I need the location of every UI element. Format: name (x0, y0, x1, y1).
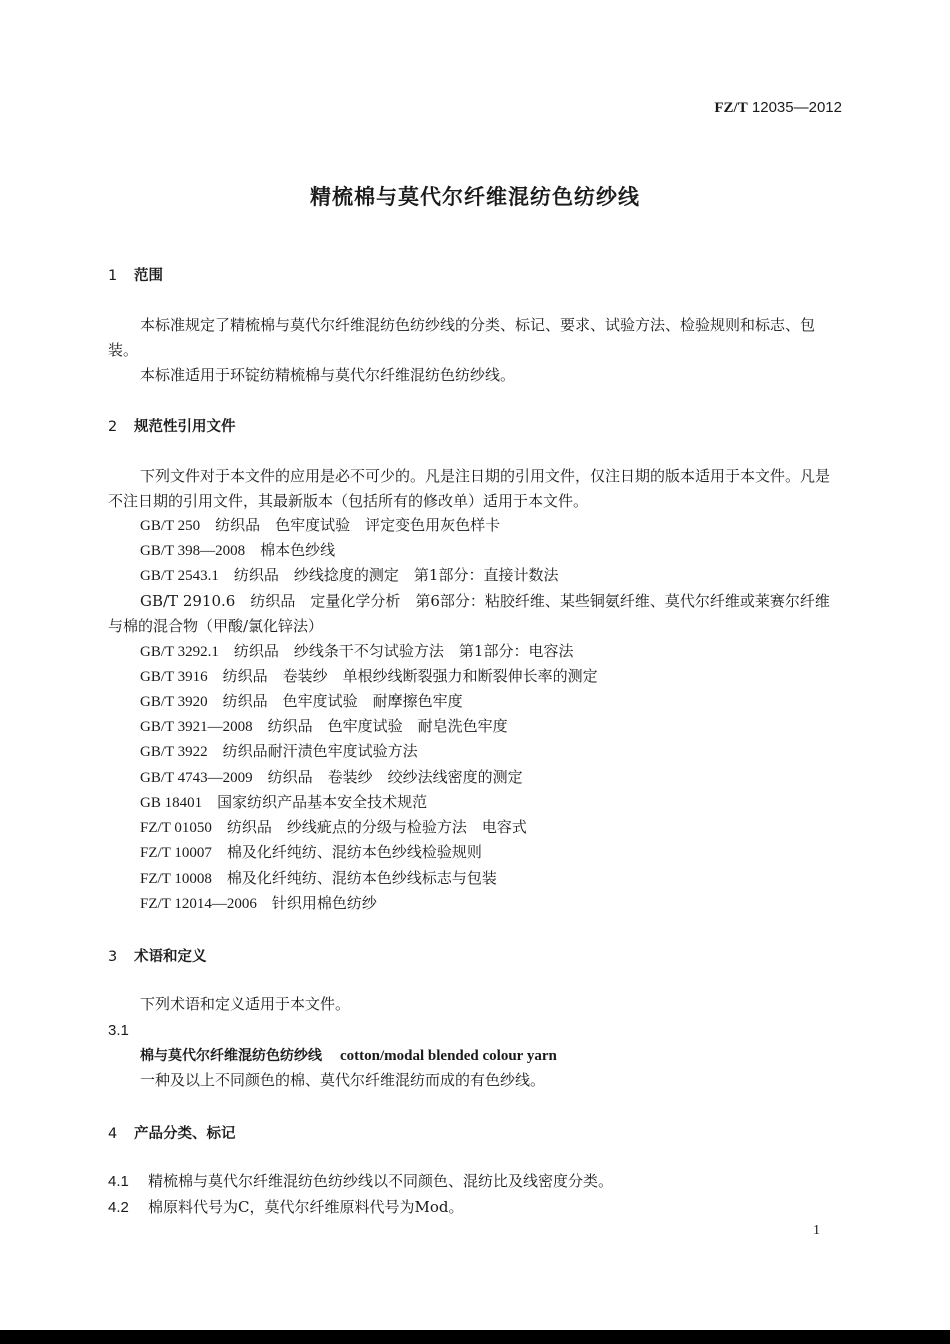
section-2-heading (108, 415, 236, 436)
code-number: 12035—2012 (751, 99, 842, 116)
section-title: 术语和定义 (134, 949, 207, 965)
clause-4-1: 4.1 精梳棉与莫代尔纤维混纺色纺纱线以不同颜色、混纺比及线密度分类。 (108, 1172, 614, 1190)
reference-item: GB/T 3916 纺织品 卷装纱 单根纱线断裂强力和断裂伸长率的测定 (140, 667, 598, 685)
section-number: 3 (108, 949, 118, 965)
code-prefix: FZ/T (714, 100, 748, 116)
bottom-border (0, 1330, 950, 1344)
reference-item: GB/T 250 纺织品 色牢度试验 评定变色用灰色样卡 (140, 516, 501, 534)
term-chinese: 棉与莫代尔纤维混纺色纺纱线 (140, 1048, 322, 1064)
reference-item: FZ/T 10007 棉及化纤纯纺、混纺本色纱线检验规则 (140, 843, 482, 861)
section-title: 规范性引用文件 (134, 419, 236, 435)
document-code (714, 99, 842, 117)
reference-item: FZ/T 12014—2006 针织用棉色纺纱 (140, 894, 377, 912)
reference-item: FZ/T 01050 纺织品 纱线疵点的分级与检验方法 电容式 (140, 818, 527, 836)
term-english: cotton/modal blended colour yarn (340, 1048, 557, 1064)
reference-item: GB/T 3292.1 纺织品 纱线条干不匀试验方法 第1部分：电容法 (140, 642, 574, 660)
scope-paragraph-2: 本标准适用于环锭纺精梳棉与莫代尔纤维混纺色纺纱线。 (140, 366, 516, 384)
reference-item: GB/T 3920 纺织品 色牢度试验 耐摩擦色牢度 (140, 692, 463, 710)
section-number: 1 (108, 268, 118, 284)
reference-item: GB 18401 国家纺织产品基本安全技术规范 (140, 793, 428, 811)
section-title: 范围 (134, 268, 163, 284)
terms-intro: 下列术语和定义适用于本文件。 (140, 995, 351, 1013)
reference-item: GB/T 4743—2009 纺织品 卷装纱 绞纱法线密度的测定 (140, 768, 523, 786)
references-intro: 下列文件对于本文件的应用是必不可少的。凡是注日期的引用文件，仅注日期的版本适用于本文件。凡是不注日期的引用文件，其最新版本（包括所有的修改单）适用于本文件。 (108, 467, 831, 510)
reference-item: GB/T 3921—2008 纺织品 色牢度试验 耐皂洗色牢度 (140, 717, 508, 735)
term-definition: 一种及以上不同颜色的棉、莫代尔纤维混纺而成的有色纱线。 (140, 1071, 546, 1089)
page-title: 精梳棉与莫代尔纤维混纺色纺纱线 (310, 185, 640, 209)
section-3-heading (108, 945, 207, 966)
reference-item: GB/T 3922 纺织品耐汗渍色牢度试验方法 (140, 742, 418, 760)
reference-item: GB/T 2910.6 纺织品 定量化学分析 第6部分：粘胶纤维、某些铜氨纤维、莫代尔纤维或莱赛尔纤维与棉的混合物（甲酸/氯化锌法） (108, 592, 830, 635)
page-number: 1 (813, 1223, 820, 1238)
term-number: 3.1 (108, 1022, 129, 1039)
clause-4-2: 4.2 棉原料代号为C，莫代尔纤维原料代号为Mod。 (108, 1198, 464, 1216)
reference-item: FZ/T 10008 棉及化纤纯纺、混纺本色纱线标志与包装 (140, 869, 497, 887)
reference-item: GB/T 2543.1 纺织品 纱线捻度的测定 第1部分：直接计数法 (140, 566, 559, 584)
section-number: 4 (108, 1126, 118, 1142)
section-4-heading (108, 1122, 236, 1143)
reference-item: GB/T 398—2008 棉本色纱线 (140, 541, 336, 559)
term-heading (140, 1045, 557, 1065)
section-number: 2 (108, 419, 118, 435)
section-title: 产品分类、标记 (134, 1126, 236, 1142)
scope-paragraph-1: 本标准规定了精梳棉与莫代尔纤维混纺色纺纱线的分类、标记、要求、试验方法、检验规则和标志、包装。 (108, 316, 816, 359)
section-1-heading (108, 264, 163, 285)
